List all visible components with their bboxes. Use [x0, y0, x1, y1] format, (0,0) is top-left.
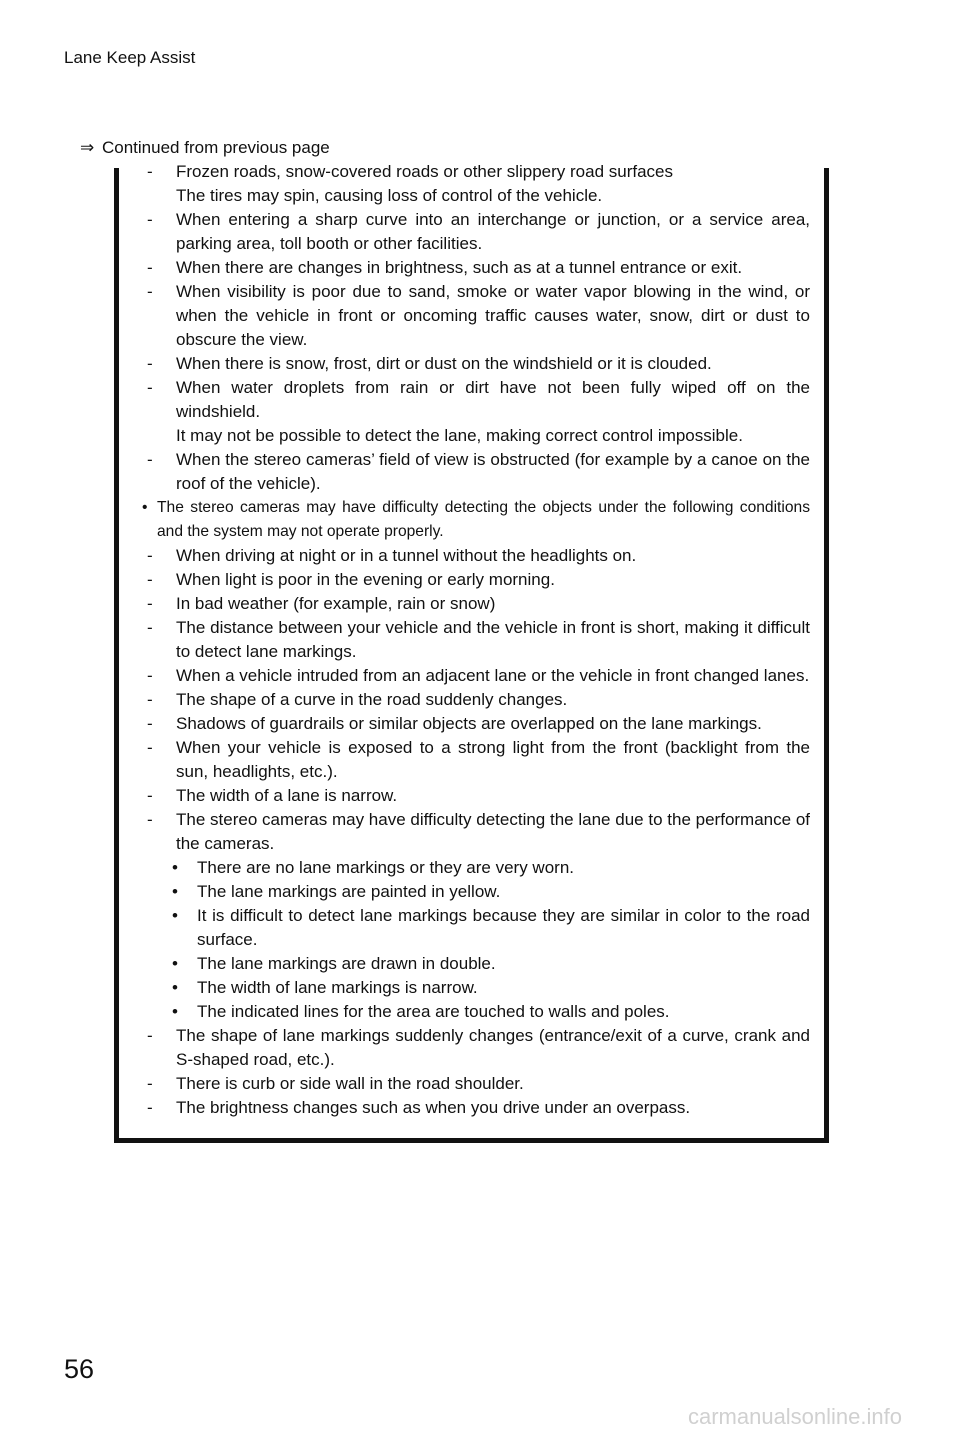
list-item: [140, 712, 810, 736]
list-item-text: • The width of lane markings is narrow.: [197, 978, 478, 997]
list-item: [140, 544, 810, 568]
list-item: [140, 208, 810, 256]
list-item-text: - There is curb or side wall in the road shoulder.: [176, 1074, 524, 1093]
list-item-text: - When a vehicle intruded from an adjacent lane or the vehicle in front changed lanes.: [176, 666, 810, 685]
caution-list: [140, 160, 810, 1120]
list-item-text: - The shape of lane markings suddenly changes (entrance/exit of a curve, crank and S-shaped road, etc.).: [176, 1026, 810, 1069]
sub-bullet-item: [140, 952, 810, 976]
list-item-text: • There are no lane markings or they are very worn.: [197, 858, 575, 877]
list-item: [140, 616, 810, 664]
list-item-text: • The stereo cameras may have difficulty detecting the objects under the following conditions and the system may not operate properly.: [157, 499, 810, 540]
list-item-text: - When the stereo cameras’ field of view is obstructed (for example by a canoe on the roof of the vehicle).: [176, 450, 810, 493]
watermark: carmanualsonline.info: [687, 1404, 902, 1429]
list-item-text: - In bad weather (for example, rain or snow): [176, 594, 496, 613]
list-item-text: - When visibility is poor due to sand, smoke or water vapor blowing in the wind, or when the vehicle in front or oncoming traffic causes water, snow, dirt or dust to obscure the view.: [176, 282, 810, 349]
list-item: [140, 688, 810, 712]
list-item-text: • The indicated lines for the area are touched to walls and poles.: [197, 1002, 670, 1021]
list-item: [140, 448, 810, 496]
list-item-text: It may not be possible to detect the lane, making correct control impossible.: [176, 426, 743, 445]
list-item: [140, 664, 810, 688]
sub-bullet-item: [140, 976, 810, 1000]
running-header: Lane Keep Assist: [64, 48, 196, 67]
list-item-text: - Frozen roads, snow-covered roads or other slippery road surfaces: [176, 162, 674, 181]
list-item-text: - The distance between your vehicle and the vehicle in front is short, making it difficult to detect lane markings.: [176, 618, 810, 661]
list-item: [140, 1096, 810, 1120]
list-item: [140, 808, 810, 856]
list-item-text: - When light is poor in the evening or early morning.: [176, 570, 555, 589]
list-item-text: • It is difficult to detect lane markings because they are similar in color to the road surface.: [197, 906, 810, 949]
right-double-arrow-icon: ⇒: [80, 138, 95, 157]
list-item: [140, 352, 810, 376]
sub-bullet-item: [140, 1000, 810, 1024]
list-item-text: - When entering a sharp curve into an interchange or junction, or a service area, parking area, toll booth or other facilities.: [176, 210, 810, 253]
list-item-text: - When there are changes in brightness, such as at a tunnel entrance or exit.: [176, 258, 743, 277]
list-item: [140, 592, 810, 616]
sub-bullet-item: [140, 856, 810, 880]
bullet-item: [140, 496, 810, 544]
list-item-text: - When your vehicle is exposed to a strong light from the front (backlight from the sun, headlights, etc.).: [176, 738, 810, 781]
list-item: [140, 784, 810, 808]
list-item-text: The tires may spin, causing loss of control of the vehicle.: [176, 186, 603, 205]
list-item: [140, 280, 810, 352]
page-number: 56: [64, 1354, 95, 1384]
list-item-text: - The shape of a curve in the road suddenly changes.: [176, 690, 568, 709]
list-item: [140, 736, 810, 784]
list-item-text: - When driving at night or in a tunnel without the headlights on.: [176, 546, 637, 565]
list-item: [140, 1072, 810, 1096]
list-item: [140, 568, 810, 592]
list-item-text: - When water droplets from rain or dirt have not been fully wiped off on the windshield.: [176, 378, 810, 421]
list-item-text: • The lane markings are drawn in double.: [197, 954, 496, 973]
list-item-text: - The brightness changes such as when you drive under an overpass.: [176, 1098, 691, 1117]
list-item: [140, 160, 810, 208]
continued-note: [80, 138, 330, 158]
list-item-text: - The width of a lane is narrow.: [176, 786, 398, 805]
list-item-text: - Shadows of guardrails or similar objects are overlapped on the lane markings.: [176, 714, 762, 733]
list-item: [140, 256, 810, 280]
sub-bullet-item: [140, 880, 810, 904]
list-item-text: • The lane markings are painted in yellow.: [197, 882, 501, 901]
list-item: [140, 1024, 810, 1072]
continued-text: Continued from previous page: [102, 138, 330, 157]
list-item: [140, 376, 810, 448]
list-item-text: - When there is snow, frost, dirt or dust on the windshield or it is clouded.: [176, 354, 712, 373]
sub-bullet-item: [140, 904, 810, 952]
list-item-text: - The stereo cameras may have difficulty detecting the lane due to the performance of the cameras.: [176, 810, 810, 853]
